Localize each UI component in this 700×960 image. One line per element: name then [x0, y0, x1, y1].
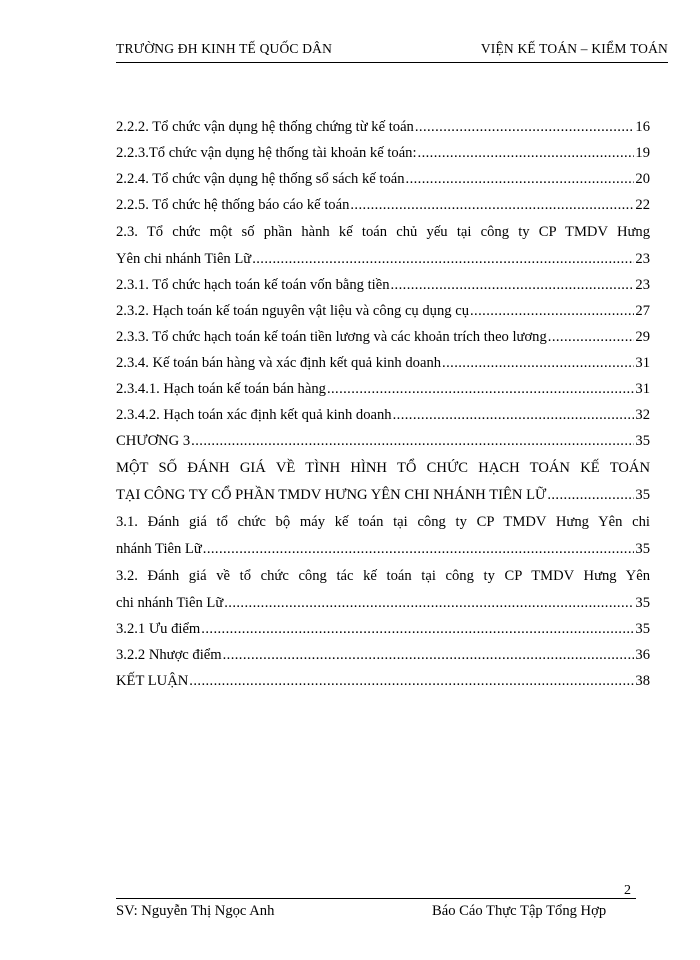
toc-leader — [350, 192, 634, 218]
toc-entry-page: 32 — [635, 407, 650, 423]
page-number: 2 — [624, 883, 631, 898]
toc-entry-page: 27 — [635, 303, 650, 319]
page-header — [116, 41, 668, 63]
toc-entry-title: 2.3.2. Hạch toán kế toán nguyên vật liệu và công cụ dụng cụ — [116, 303, 469, 319]
toc-entry-page: 31 — [635, 355, 650, 371]
header-school: TRƯỜNG ĐH KINH TẾ QUỐC DÂN — [116, 41, 333, 56]
toc-entry-page: 35 — [635, 621, 650, 637]
toc-entry[interactable] — [116, 140, 650, 166]
toc-leader — [252, 246, 634, 272]
toc-entry-page: 22 — [635, 197, 650, 213]
toc-entry-title: 2.3.4.1. Hạch toán kế toán bán hàng — [116, 381, 326, 397]
toc-entry[interactable] — [116, 166, 650, 192]
toc-entry-page: 16 — [635, 119, 650, 135]
toc-entry-title: 3.2.2 Nhược điểm — [116, 647, 222, 663]
toc-entry[interactable] — [116, 376, 650, 402]
toc-entry-title: 2.3.4.2. Hạch toán xác định kết quả kinh doanh — [116, 407, 392, 423]
toc-entry-title: 2.2.5. Tổ chức hệ thống báo cáo kế toán — [116, 197, 350, 213]
toc-entry[interactable] — [116, 192, 650, 218]
header-rule — [116, 62, 668, 63]
footer-report-title: Báo Cáo Thực Tập Tổng Hợp — [432, 903, 607, 919]
toc-entry-title: 2.3.3. Tổ chức hạch toán kế toán tiền lương và các khoản trích theo lương — [116, 329, 547, 345]
toc-leader — [327, 376, 634, 402]
toc-entry-title: 2.3.1. Tổ chức hạch toán kế toán vốn bằng tiền — [116, 277, 390, 293]
toc-entry-page: 38 — [635, 673, 650, 689]
toc-entry-page: 36 — [635, 647, 650, 663]
toc-entry-title: chi nhánh Tiên Lữ — [116, 595, 224, 611]
toc-entry-page: 31 — [635, 381, 650, 397]
toc-leader — [391, 272, 635, 298]
toc-leader — [393, 402, 635, 428]
toc-entry-page: 35 — [635, 541, 650, 557]
toc-leader — [201, 616, 634, 642]
toc-entry-title-line1: 3.2. Đánh giá về tổ chức công tác kế toán tại công ty CP TMDV Hưng Yên — [116, 568, 650, 584]
header-institute: VIỆN KẾ TOÁN – KIỂM TOÁN — [480, 41, 668, 56]
toc-leader — [224, 590, 634, 616]
toc-entry[interactable] — [116, 402, 650, 428]
toc-entry-title: Yên chi nhánh Tiên Lữ — [116, 251, 252, 267]
toc-leader — [548, 324, 635, 350]
toc-entry[interactable] — [116, 668, 650, 694]
toc-leader — [418, 140, 635, 166]
toc-entry-title: nhánh Tiên Lữ — [116, 541, 202, 557]
toc-leader — [189, 668, 634, 694]
toc-entry-title-line1: MỘT SỐ ĐÁNH GIÁ VỀ TÌNH HÌNH TỔ CHỨC HẠCH TOÁN KẾ TOÁN — [116, 460, 650, 476]
toc-entry-title: TẠI CÔNG TY CỔ PHẦN TMDV HƯNG YÊN CHI NHÁNH TIÊN LỮ — [116, 487, 547, 503]
toc-entry-page: 23 — [635, 277, 650, 293]
toc-entry-title-line1: 2.3. Tổ chức một số phần hành kế toán chủ yếu tại công ty CP TMDV Hưng — [116, 224, 650, 240]
toc-entry[interactable] — [116, 350, 650, 376]
toc-entry-title: CHƯƠNG 3 — [116, 433, 191, 449]
toc-entry[interactable] — [116, 562, 650, 616]
footer-rule — [116, 898, 636, 899]
toc-entry-title-line1: 3.1. Đánh giá tổ chức bộ máy kế toán tại công ty CP TMDV Hưng Yên chi — [116, 514, 650, 530]
toc-entry[interactable] — [116, 642, 650, 668]
toc-leader — [406, 166, 635, 192]
toc-entry[interactable] — [116, 428, 650, 454]
toc-leader — [547, 482, 634, 508]
table-of-contents — [116, 114, 650, 694]
toc-leader — [223, 642, 635, 668]
toc-entry[interactable] — [116, 114, 650, 140]
toc-entry[interactable] — [116, 272, 650, 298]
toc-entry-page: 35 — [635, 487, 650, 503]
toc-leader — [415, 114, 635, 140]
toc-leader — [470, 298, 634, 324]
toc-entry-page: 35 — [635, 595, 650, 611]
toc-entry-page: 35 — [635, 433, 650, 449]
toc-leader — [442, 350, 634, 376]
toc-entry-title: KẾT LUẬN — [116, 673, 189, 689]
toc-entry-title: 3.2.1 Ưu điểm — [116, 621, 201, 637]
toc-entry[interactable] — [116, 298, 650, 324]
toc-entry[interactable] — [116, 454, 650, 508]
toc-entry-page: 23 — [635, 251, 650, 267]
toc-entry-page: 19 — [635, 145, 650, 161]
toc-entry[interactable] — [116, 508, 650, 562]
toc-entry-page: 20 — [635, 171, 650, 187]
toc-entry-title: 2.2.4. Tổ chức vận dụng hệ thống sổ sách kế toán — [116, 171, 405, 187]
toc-leader — [203, 536, 635, 562]
toc-entry[interactable] — [116, 218, 650, 272]
footer-student: SV: Nguyễn Thị Ngọc Anh — [116, 903, 275, 919]
toc-entry-title: 2.2.2. Tổ chức vận dụng hệ thống chứng từ kế toán — [116, 119, 414, 135]
toc-leader — [191, 428, 634, 454]
toc-entry-page: 29 — [635, 329, 650, 345]
toc-entry[interactable] — [116, 324, 650, 350]
toc-entry[interactable] — [116, 616, 650, 642]
toc-entry-title: 2.2.3.Tổ chức vận dụng hệ thống tài khoản kế toán: — [116, 145, 417, 161]
toc-entry-title: 2.3.4. Kế toán bán hàng và xác định kết quả kinh doanh — [116, 355, 442, 371]
